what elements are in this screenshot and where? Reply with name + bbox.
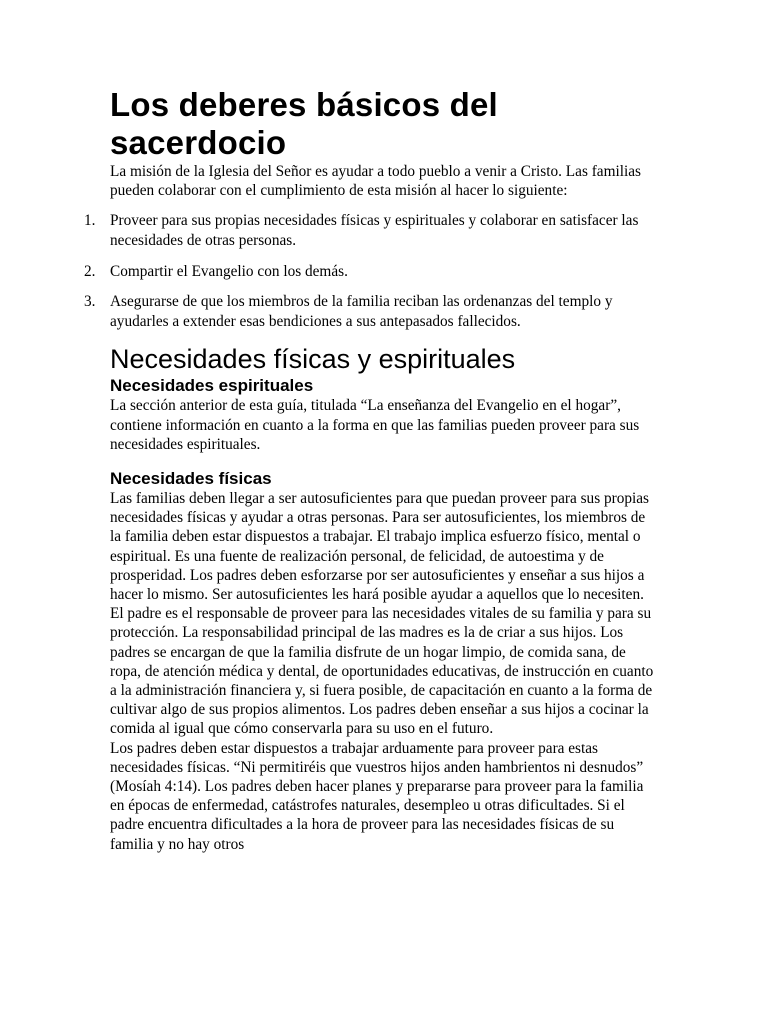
physical-needs-heading: Necesidades físicas [110,468,272,488]
intro-paragraph: La misión de la Iglesia del Señor es ayudar a todo pueblo a venir a Cristo. Las familias pueden colaborar con el cumplimiento de esta misión al hacer lo siguiente: [110,163,641,200]
physical-needs-paragraph-2: El padre es el responsable de proveer para las necesidades vitales de su familia y para su protección. La responsabilidad principal de las madres es la de criar a sus hijos. Los padres se encargan de que la familia disfrute de un hogar limpio, de comida sana, de ropa, de atención médica y dental, de oportunidades educativas, de instrucción en cuanto a la administración financiera y, si fuera posible, de capacitación en cuanto a la forma de cultivar algo de sus propios alimentos. Los padres deben enseñar a sus hijos a cocinar la comida al igual que cómo conservarla para su uso en el futuro. [110,605,654,738]
physical-needs-paragraph-1: Las familias deben llegar a ser autosuficientes para que puedan proveer para sus propias necesidades físicas y ayudar a otras personas. Para ser autosuficientes, los miembros de la familia deben estar dispuestos a trabajar. El trabajo implica esfuerzo físico, mental o espiritual. Es una fuente de realización personal, de felicidad, de autoestima y de prosperidad. Los padres deben esforzarse por ser autosuficientes y enseñar a sus hijos a hacer lo mismo. Ser autosuficientes les hará posible ayudar a aquellos que lo necesiten. [110,489,649,603]
list-item-text: Compartir el Evangelio con los demás. [110,262,348,280]
list-item-number: 2. [84,262,96,280]
list-item [84,262,660,282]
list-item-text: Asegurarse de que los miembros de la familia reciban las ordenanzas del templo y ayudarles a extender esas bendiciones a sus antepasados fallecidos. [110,293,613,330]
list-item [84,211,660,250]
duties-list [84,211,660,331]
page-title: Los deberes básicos del sacerdocio [110,86,498,161]
section-heading: Necesidades físicas y espirituales [110,344,516,375]
list-item-number: 3. [84,293,96,311]
list-item [84,292,660,331]
spiritual-needs-heading: Necesidades espirituales [110,376,314,396]
list-item-text: Proveer para sus propias necesidades físicas y espirituales y colaborar en satisfacer las necesidades de otras personas. [110,212,639,249]
spiritual-needs-paragraph: La sección anterior de esta guía, titulada “La enseñanza del Evangelio en el hogar”, contiene información en cuanto a la forma en que las familias pueden proveer para sus necesidades espirituales. [110,397,640,453]
list-item-number: 1. [84,212,96,230]
document-page [84,86,660,854]
physical-needs-paragraph-3: Los padres deben estar dispuestos a trabajar arduamente para proveer para estas necesidades físicas. “Ni permitiréis que vuestros hijos anden hambrientos ni desnudos” (Mosíah 4:14). Los padres deben hacer planes y prepararse para proveer para la familia en épocas de enfermedad, catástrofes naturales, desempleo u otras dificultades. Si el padre encuentra dificultades a la hora de proveer para las necesidades físicas de su familia y no hay otros [110,739,644,853]
